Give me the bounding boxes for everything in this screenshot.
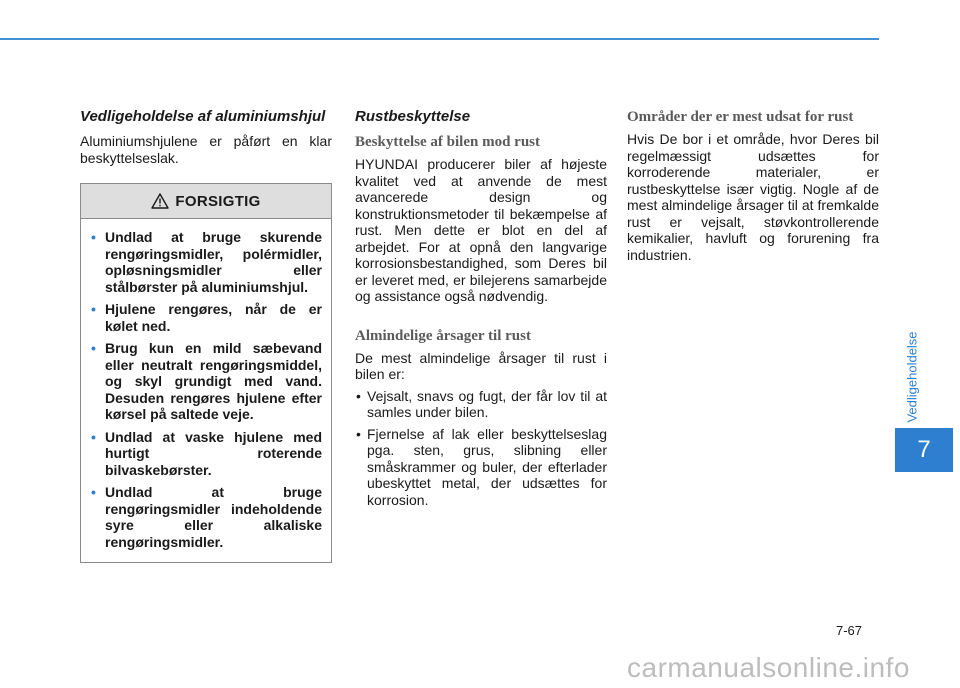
caution-item: • Brug kun en mild sæbevand eller neutralt rengøringsmiddel, og skyl grundigt med vand. Desuden rengøres hjulene efter kørsel på saltede veje. [91,340,322,422]
caution-box [80,183,332,563]
section-side-label: Vedligeholdelse [904,331,920,423]
list-item: • Vejsalt, snavs og fugt, der får lov til at samles under bilen. [356,387,607,420]
subheading-exposed-areas: Områder der er mest udsat for rust [627,109,854,125]
list-item: • Fjernelse af lak eller beskyttelseslag pga. sten, grus, slibning eller småskrammer og buler, der efterlader ubeskyttet metal, der udsættes for korrosion. [356,425,607,508]
column-rust-protection [355,108,607,508]
bullet-dot-icon: • [91,484,96,500]
paragraph-exposed-areas: Hvis De bor i et område, hvor Deres bil regelmæssigt udsættes for korroderende materialer, er rustbeskyttelse især vigtig. Nogle af de mest almindelige årsager til at fremkalde rust er vejsalt, støvkontrollerende kemikalier, havluft og forurening fra industrien. [627,131,879,263]
bullet-dot-icon: • [91,428,96,445]
subheading-protection: Beskyttelse af bilen mod rust [355,134,540,150]
bullet-dot-icon: • [356,387,361,404]
bullet-dot-icon: • [91,301,96,317]
caution-item: • Undlad at bruge skurende rengøringsmidler, polérmidler, opløsningsmidler eller stålbørster på aluminiumshjul. [91,229,322,295]
column-exposed-areas [627,108,879,263]
bullet-dot-icon: • [91,340,96,356]
page-number: 7-67 [836,623,863,638]
subheading-common-causes: Almindelige årsager til rust [355,327,531,344]
caution-list [81,219,331,562]
column-aluminium-wheels [80,108,332,563]
top-rule [0,38,879,40]
bullet-dot-icon: • [356,425,361,442]
caution-item: • Undlad at bruge rengøringsmidler indeholdende syre eller alkaliske rengøringsmidler. [91,484,322,550]
heading-aluminium-wheels: Vedligeholdelse af aluminiumshjul [80,108,326,125]
bullet-dot-icon: • [91,229,96,245]
chapter-number: 7 [917,436,931,463]
paragraph-protection: HYUNDAI producerer biler af højeste kvalitet ved at anvende de mest avancerede design og konstruktionsmetoder til bekæmpelse af rust. Men dette er blot en del af arbejdet. For at opnå den langvarige korrosionsbestandighed, som Deres bil er leveret med, er bilejerens samarbejde og assistance også nødvendig. [355,156,607,304]
paragraph-common-causes: De mest almindelige årsager til rust i bilen er: [355,349,607,382]
warning-triangle-icon [151,193,169,209]
caution-title: FORSIGTIG [175,192,261,210]
heading-rust-protection: Rustbeskyttelse [355,108,471,125]
caution-header [81,184,331,219]
caution-item: • Hjulene rengøres, når de er kølet ned. [91,301,322,334]
intro-paragraph: Aluminiumshjulene er påført en klar beskyttelseslak. [80,133,332,166]
chapter-tab [895,428,953,472]
watermark: carmanualsonline.info [627,652,910,683]
caution-item: • Undlad at vaske hjulene med hurtigt roterende bilvaskebørster. [91,428,322,478]
